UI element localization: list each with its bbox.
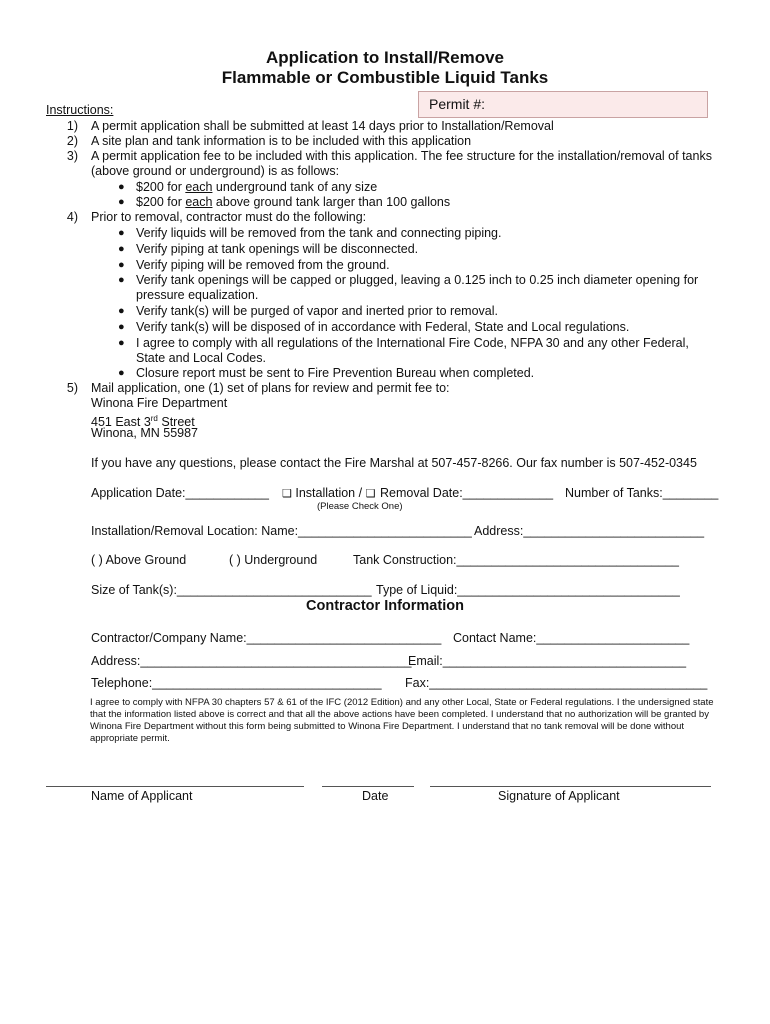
instructions-label: Instructions: [46, 103, 114, 117]
checkbox-icon[interactable]: ❑ [365, 488, 376, 500]
applicant-name-line[interactable] [46, 786, 304, 787]
removal-bullet-continued: pressure equalization. [136, 288, 259, 302]
instruction-item: A site plan and tank information is to be included with this application [91, 134, 472, 148]
removal-bullet: Verify tank openings will be capped or plugged, leaving a 0.125 inch to 0.25 inch diameter opening for [136, 273, 699, 287]
contractor-address-field[interactable]: Address:_______________________________________ [91, 654, 412, 668]
bullet-icon: ● [118, 227, 125, 239]
mailing-address-line3: Winona, MN 55987 [91, 426, 199, 440]
checkbox-icon[interactable]: ❑ [282, 488, 292, 500]
number-of-tanks-field[interactable]: Number of Tanks:________ [565, 486, 719, 500]
bullet-icon: ● [118, 274, 125, 286]
above-ground-option[interactable]: ( ) Above Ground [91, 553, 187, 567]
location-address-field[interactable]: Address:__________________________ [474, 524, 705, 538]
removal-bullet-continued: State and Local Codes. [136, 351, 266, 365]
instruction-item: Prior to removal, contractor must do the following: [91, 210, 367, 224]
applicant-signature-label: Signature of Applicant [498, 789, 620, 803]
instruction-item-continued: (above ground or underground) is as follows: [91, 164, 340, 178]
contractor-telephone-field[interactable]: Telephone:_________________________________ [91, 676, 382, 690]
bullet-icon: ● [118, 337, 125, 349]
applicant-name-label: Name of Applicant [91, 789, 193, 803]
instruction-item: A permit application fee to be included with this application. The fee structure for the installation/removal of tanks [91, 149, 712, 163]
bullet-icon: ● [118, 196, 125, 208]
bullet-icon: ● [118, 259, 125, 271]
contractor-email-field[interactable]: Email:___________________________________ [408, 654, 687, 668]
form-title-line2: Flammable or Combustible Liquid Tanks [221, 68, 549, 87]
contact-name-field[interactable]: Contact Name:______________________ [453, 631, 690, 645]
bullet-icon: ● [118, 181, 125, 193]
underground-option[interactable]: ( ) Underground [229, 553, 318, 567]
removal-bullet: Verify liquids will be removed from the tank and connecting piping. [136, 226, 502, 240]
removal-bullet: Verify tank(s) will be purged of vapor and inerted prior to removal. [136, 304, 498, 318]
date-line[interactable] [322, 786, 414, 787]
bullet-icon: ● [118, 367, 125, 379]
contact-info: If you have any questions, please contact the Fire Marshal at 507-457-8266. Our fax number is 507-452-0345 [91, 456, 697, 470]
tank-size-field[interactable]: Size of Tank(s):____________________________ [91, 583, 372, 597]
instruction-item: A permit application shall be submitted at least 14 days prior to Installation/Removal [91, 119, 554, 133]
location-name-field[interactable]: Installation/Removal Location: Name:_________________________ [91, 524, 472, 538]
applicant-signature-line[interactable] [430, 786, 711, 787]
company-name-field[interactable]: Contractor/Company Name:____________________________ [91, 631, 442, 645]
permit-number-label: Permit #: [429, 96, 486, 112]
permit-number-field[interactable] [418, 91, 708, 118]
removal-bullet: Verify piping will be removed from the ground. [136, 258, 390, 272]
instruction-number: 5) [66, 381, 78, 395]
instruction-item: Mail application, one (1) set of plans for review and permit fee to: [91, 381, 450, 395]
instruction-number: 2) [66, 134, 78, 148]
removal-bullet: Closure report must be sent to Fire Prevention Bureau when completed. [136, 366, 535, 380]
instruction-number: 4) [66, 210, 78, 224]
bullet-icon: ● [118, 243, 125, 255]
bullet-icon: ● [118, 305, 125, 317]
removal-bullet: Verify tank(s) will be disposed of in accordance with Federal, State and Local regulations. [136, 320, 630, 334]
liquid-type-field[interactable]: Type of Liquid:________________________________ [376, 583, 680, 597]
application-date-field[interactable]: Application Date:____________ [91, 486, 269, 500]
removal-bullet: Verify piping at tank openings will be disconnected. [136, 242, 419, 256]
date-label: Date [362, 789, 389, 803]
mailing-address-line1: Winona Fire Department [91, 396, 228, 410]
contractor-heading: Contractor Information [306, 598, 464, 614]
installation-checkbox[interactable]: ❑ Installation / ❑ [282, 486, 376, 500]
instruction-number: 1) [66, 119, 78, 133]
removal-bullet: I agree to comply with all regulations of the International Fire Code, NFPA 30 and any other Federal, [136, 336, 689, 350]
check-note: (Please Check One) [317, 501, 403, 512]
tank-construction-field[interactable]: Tank Construction:________________________________ [353, 553, 679, 567]
removal-date-field[interactable]: Removal Date:_____________ [380, 486, 554, 500]
bullet-icon: ● [118, 321, 125, 333]
contractor-fax-field[interactable]: Fax:________________________________________ [405, 676, 708, 690]
instruction-number: 3) [66, 149, 78, 163]
fee-bullet: $200 for each underground tank of any size [136, 180, 378, 194]
fee-bullet: $200 for each above ground tank larger than 100 gallons [136, 195, 451, 209]
mailing-address-line2: 451 East 3rd Street [91, 414, 195, 430]
form-title-line1: Application to Install/Remove [265, 48, 505, 67]
agreement-text: I agree to comply with NFPA 30 chapters 57 & 61 of the IFC (2012 Edition) and any other Local, State or Federal regulations. I the undersigned state that the information listed above is correct and that all the above actions have been completed. I understand that no authorization will be granted by Winona Fire Department without this form being submitted to Winona Fire Department. I understand that no tank removal will be done without appropriate permit. [90, 697, 714, 744]
